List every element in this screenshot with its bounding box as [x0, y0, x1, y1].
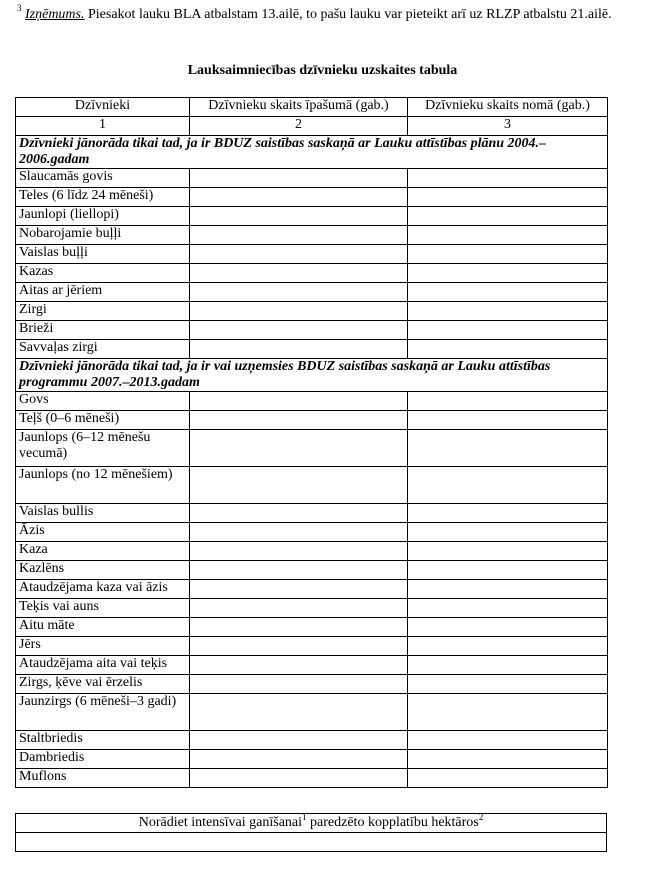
rented-count-cell[interactable] [408, 340, 608, 359]
footnote-number: 3 [17, 3, 22, 13]
footnote-text: Piesakot lauku BLA atbalstam 13.ailē, to pašu lauku var pieteikt arī uz RLZP atbalstu 21.ailē. [84, 7, 612, 22]
animal-name: Dambriedis [16, 750, 190, 769]
rented-count-cell[interactable] [408, 226, 608, 245]
owned-count-cell[interactable] [190, 750, 408, 769]
owned-count-cell[interactable] [190, 467, 408, 504]
owned-count-cell[interactable] [190, 321, 408, 340]
rented-count-cell[interactable] [408, 302, 608, 321]
animal-name: Teķis vai auns [16, 599, 190, 618]
footnote [17, 3, 627, 23]
rented-count-cell[interactable] [408, 599, 608, 618]
animal-name: Slaucamās govis [16, 169, 190, 188]
animal-row [16, 656, 608, 675]
animal-name: Āzis [16, 523, 190, 542]
animal-name: Teļš (0–6 mēneši) [16, 411, 190, 430]
animal-row [16, 392, 608, 411]
rented-count-cell[interactable] [408, 411, 608, 430]
rented-count-cell[interactable] [408, 561, 608, 580]
animal-name: Savvaļas zirgi [16, 340, 190, 359]
owned-count-cell[interactable] [190, 430, 408, 467]
animal-name: Vaislas buļļi [16, 245, 190, 264]
animal-name: Vaislas bullis [16, 504, 190, 523]
header-owned: Dzīvnieku skaits īpašumā (gab.) [190, 98, 408, 117]
owned-count-cell[interactable] [190, 245, 408, 264]
header-rented: Dzīvnieku skaits nomā (gab.) [408, 98, 608, 117]
animal-row [16, 731, 608, 750]
owned-count-cell[interactable] [190, 226, 408, 245]
header-row [16, 98, 608, 117]
owned-count-cell[interactable] [190, 694, 408, 731]
col-number-3: 3 [408, 117, 608, 136]
rented-count-cell[interactable] [408, 321, 608, 340]
animal-row [16, 618, 608, 637]
rented-count-cell[interactable] [408, 264, 608, 283]
owned-count-cell[interactable] [190, 188, 408, 207]
owned-count-cell[interactable] [190, 207, 408, 226]
animal-row [16, 504, 608, 523]
pasture-text-b: paredzēto kopplatību hektāros [306, 815, 479, 830]
animal-row [16, 542, 608, 561]
animal-row [16, 207, 608, 226]
animal-row [16, 769, 608, 788]
owned-count-cell[interactable] [190, 340, 408, 359]
column-number-row [16, 117, 608, 136]
owned-count-cell[interactable] [190, 618, 408, 637]
rented-count-cell[interactable] [408, 580, 608, 599]
animal-name: Jaunlops (6–12 mēnešu vecumā) [16, 430, 190, 467]
pasture-text-a: Norādiet intensīvai ganīšanai [138, 815, 303, 830]
owned-count-cell[interactable] [190, 504, 408, 523]
rented-count-cell[interactable] [408, 283, 608, 302]
animal-row [16, 561, 608, 580]
rented-count-cell[interactable] [408, 207, 608, 226]
owned-count-cell[interactable] [190, 542, 408, 561]
animal-row [16, 637, 608, 656]
animal-name: Nobarojamie buļļi [16, 226, 190, 245]
rented-count-cell[interactable] [408, 245, 608, 264]
rented-count-cell[interactable] [408, 769, 608, 788]
animal-row [16, 750, 608, 769]
animal-row [16, 264, 608, 283]
animal-name: Jērs [16, 637, 190, 656]
section-1-row [16, 136, 608, 169]
livestock-table [15, 97, 608, 788]
col-number-2: 2 [190, 117, 408, 136]
animal-name: Zirgi [16, 302, 190, 321]
rented-count-cell[interactable] [408, 523, 608, 542]
pasture-area-table [15, 813, 607, 852]
owned-count-cell[interactable] [190, 675, 408, 694]
pasture-area-input-row [16, 833, 607, 852]
animal-row [16, 523, 608, 542]
rented-count-cell[interactable] [408, 430, 608, 467]
pasture-area-header-row [16, 814, 607, 833]
animal-name: Ataudzējama kaza vai āzis [16, 580, 190, 599]
animal-row [16, 188, 608, 207]
owned-count-cell[interactable] [190, 169, 408, 188]
animal-row [16, 411, 608, 430]
animal-name: Aitu māte [16, 618, 190, 637]
owned-count-cell[interactable] [190, 523, 408, 542]
owned-count-cell[interactable] [190, 411, 408, 430]
animal-name: Kazas [16, 264, 190, 283]
animal-name: Jaunlopi (liellopi) [16, 207, 190, 226]
rented-count-cell[interactable] [408, 694, 608, 731]
animal-name: Brieži [16, 321, 190, 340]
rented-count-cell[interactable] [408, 188, 608, 207]
animal-name: Aitas ar jēriem [16, 283, 190, 302]
rented-count-cell[interactable] [408, 504, 608, 523]
owned-count-cell[interactable] [190, 769, 408, 788]
animal-row [16, 467, 608, 504]
owned-count-cell[interactable] [190, 637, 408, 656]
animal-name: Muflons [16, 769, 190, 788]
rented-count-cell[interactable] [408, 656, 608, 675]
animal-name: Govs [16, 392, 190, 411]
animal-name: Zirgs, ķēve vai ērzelis [16, 675, 190, 694]
section-2-row [16, 359, 608, 392]
col-number-1: 1 [16, 117, 190, 136]
animal-name: Kazlēns [16, 561, 190, 580]
animal-row [16, 321, 608, 340]
owned-count-cell[interactable] [190, 302, 408, 321]
animal-row [16, 694, 608, 731]
owned-count-cell[interactable] [190, 731, 408, 750]
animal-name: Staltbriedis [16, 731, 190, 750]
animal-row [16, 283, 608, 302]
animal-row [16, 340, 608, 359]
animal-name: Kaza [16, 542, 190, 561]
pasture-sup-2: 2 [478, 812, 484, 822]
section-1-heading: Dzīvnieki jānorāda tikai tad, ja ir BDUZ saistības saskaņā ar Lauku attīstības plānu 2004.–2006.gadam [16, 136, 608, 169]
animal-name: Jaunzirgs (6 mēneši–3 gadi) [16, 694, 190, 731]
footnote-label: Izņēmums. [25, 7, 85, 22]
rented-count-cell[interactable] [408, 675, 608, 694]
rented-count-cell[interactable] [408, 542, 608, 561]
owned-count-cell[interactable] [190, 392, 408, 411]
section-2-heading: Dzīvnieki jānorāda tikai tad, ja ir vai uzņemsies BDUZ saistības saskaņā ar Lauku attīstības programmu 2007.–2013.gadam [16, 359, 608, 392]
rented-count-cell[interactable] [408, 637, 608, 656]
owned-count-cell[interactable] [190, 656, 408, 675]
rented-count-cell[interactable] [408, 169, 608, 188]
animal-row [16, 675, 608, 694]
pasture-area-field[interactable] [16, 833, 607, 852]
animal-row [16, 430, 608, 467]
animal-row [16, 245, 608, 264]
rented-count-cell[interactable] [408, 731, 608, 750]
animal-row [16, 302, 608, 321]
rented-count-cell[interactable] [408, 618, 608, 637]
pasture-area-label [16, 814, 607, 833]
animal-name: Jaunlops (no 12 mēnešiem) [16, 467, 190, 504]
animal-name: Teles (6 līdz 24 mēneši) [16, 188, 190, 207]
animal-row [16, 226, 608, 245]
pasture-sup-1: 1 [302, 812, 307, 822]
owned-count-cell[interactable] [190, 561, 408, 580]
animal-name: Ataudzējama aita vai teķis [16, 656, 190, 675]
owned-count-cell[interactable] [190, 599, 408, 618]
animal-row [16, 599, 608, 618]
owned-count-cell[interactable] [190, 283, 408, 302]
animal-row [16, 169, 608, 188]
owned-count-cell[interactable] [190, 264, 408, 283]
rented-count-cell[interactable] [408, 392, 608, 411]
table-title: Lauksaimniecības dzīvnieku uzskaites tabula [187, 63, 458, 78]
animal-row [16, 580, 608, 599]
rented-count-cell[interactable] [408, 467, 608, 504]
header-animals: Dzīvnieki [16, 98, 190, 117]
owned-count-cell[interactable] [190, 580, 408, 599]
rented-count-cell[interactable] [408, 750, 608, 769]
